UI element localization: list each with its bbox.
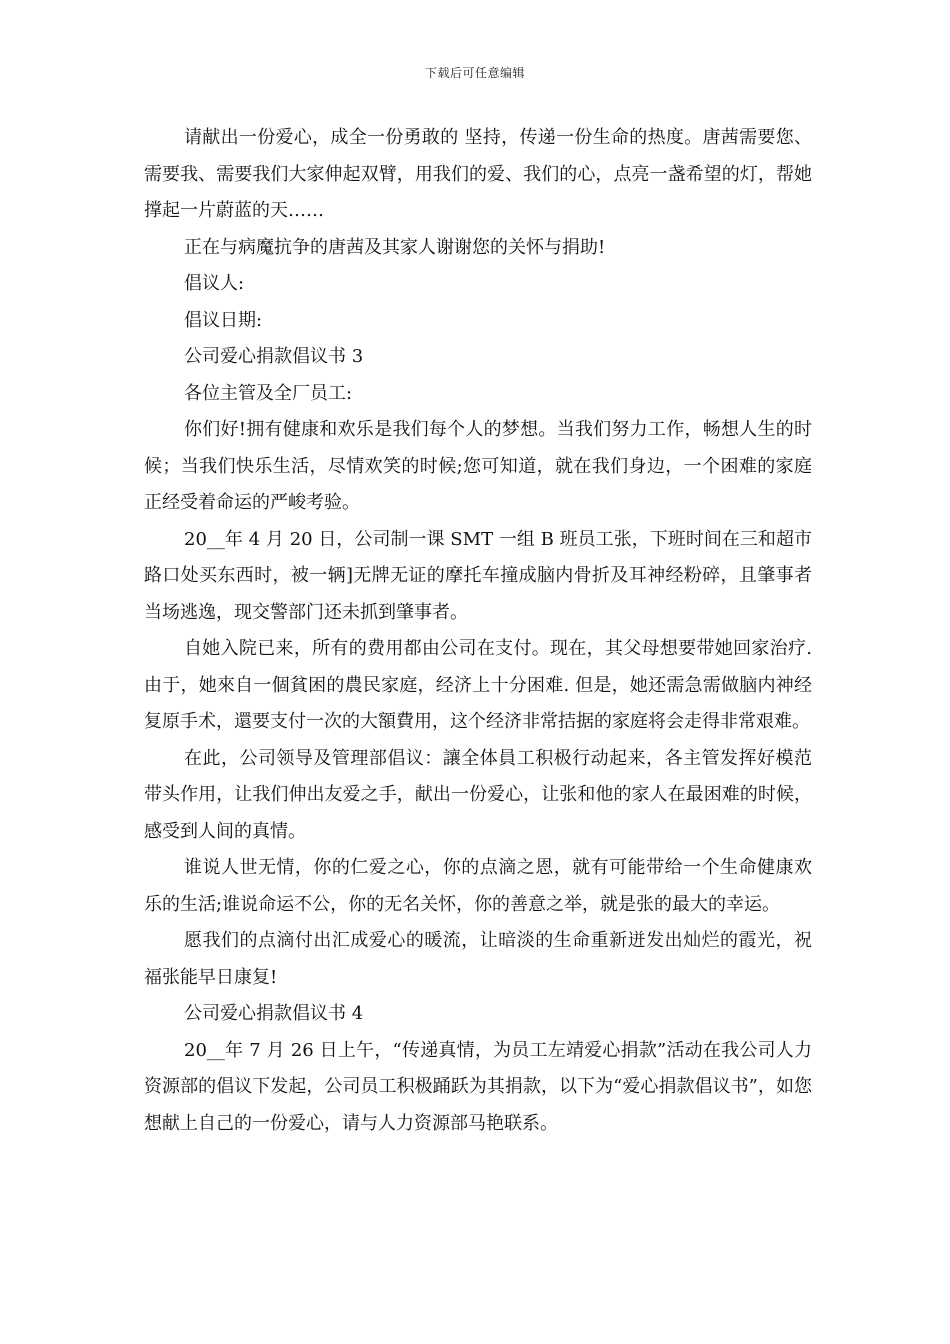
paragraph-event: 20__年 7 月 26 日上午，“传递真情，为员工左靖爱心捐款”活动在我公司人力资源部的倡议下发起，公司员工积极踊跃为其捐款，以下为“爱心捐款倡议书”，如您想献上自己的一份爱心，请与人力资源部马艳联系。 — [144, 1039, 812, 1134]
section-title-3: 公司爱心捐款倡议书 3 — [184, 346, 364, 367]
paragraph-compassion: 谁说人世无情，你的仁爱之心，你的点滴之恩，就有可能带给一个生命健康欢乐的生活;谁说命运不公，你的无名关怀，你的善意之举，就是张的最大的幸运。 — [144, 857, 812, 915]
section-title-4: 公司爱心捐款倡议书 4 — [184, 1003, 364, 1024]
paragraph-salutation: 各位主管及全厂员工: — [184, 382, 353, 404]
document-body — [144, 120, 812, 1142]
paragraph-incident: 20__年 4 月 20 日，公司制一课 SMT 一组 B 班员工张，下班时间在三和超市路口处买东西时，被一辆]无牌无证的摩托车撞成脑内骨折及耳神经粉碎，且肇事者当场逃逸，现交警部门还未抓到肇事者。 — [144, 528, 812, 623]
paragraph-date: 倡议日期: — [184, 309, 263, 331]
paragraph-initiative: 在此，公司领导及管理部倡议：讓全体員工积极行动起来，各主管发挥好模范带头作用，让我们伸出友爱之手，献出一份爱心，让张和他的家人在最困难的时候，感受到人间的真情。 — [144, 747, 812, 842]
paragraph-thanks: 正在与病魔抗争的唐茜及其家人谢谢您的关怀与捐助! — [184, 236, 606, 258]
paragraph-initiator: 倡议人: — [184, 273, 245, 294]
page-header-note: 下载后可任意编辑 — [424, 66, 525, 80]
paragraph-greeting: 你们好!拥有健康和欢乐是我们每个人的梦想。当我们努力工作，畅想人生的时候；当我们快乐生活，尽情欢笑的时候;您可知道，就在我们身边，一个困难的家庭正经受着命运的严峻考验。 — [144, 419, 812, 513]
paragraph-appeal: 请献出一份爱心，成全一份勇敢的 坚持，传递一份生命的热度。唐茜需要您、需要我、需要我们大家伸起双臂，用我们的爱、我们的心，点亮一盏希望的灯，帮她撑起一片蔚蓝的天…… — [144, 127, 812, 221]
paragraph-blessing: 愿我们的点滴付出汇成爱心的暖流，让暗淡的生命重新迸发出灿烂的霞光，祝福张能早日康复! — [144, 930, 812, 988]
paragraph-costs: 自她入院已来，所有的费用都由公司在支付。现在，其父母想要带她回家治疗. 由于，她來自一個貧困的農民家庭，经济上十分困难. 但是，她还需急需做脑内神经复原手术，還要支付一次的大額費用，这个经济非常拮据的家庭将会走得非常艰难。 — [144, 638, 812, 732]
